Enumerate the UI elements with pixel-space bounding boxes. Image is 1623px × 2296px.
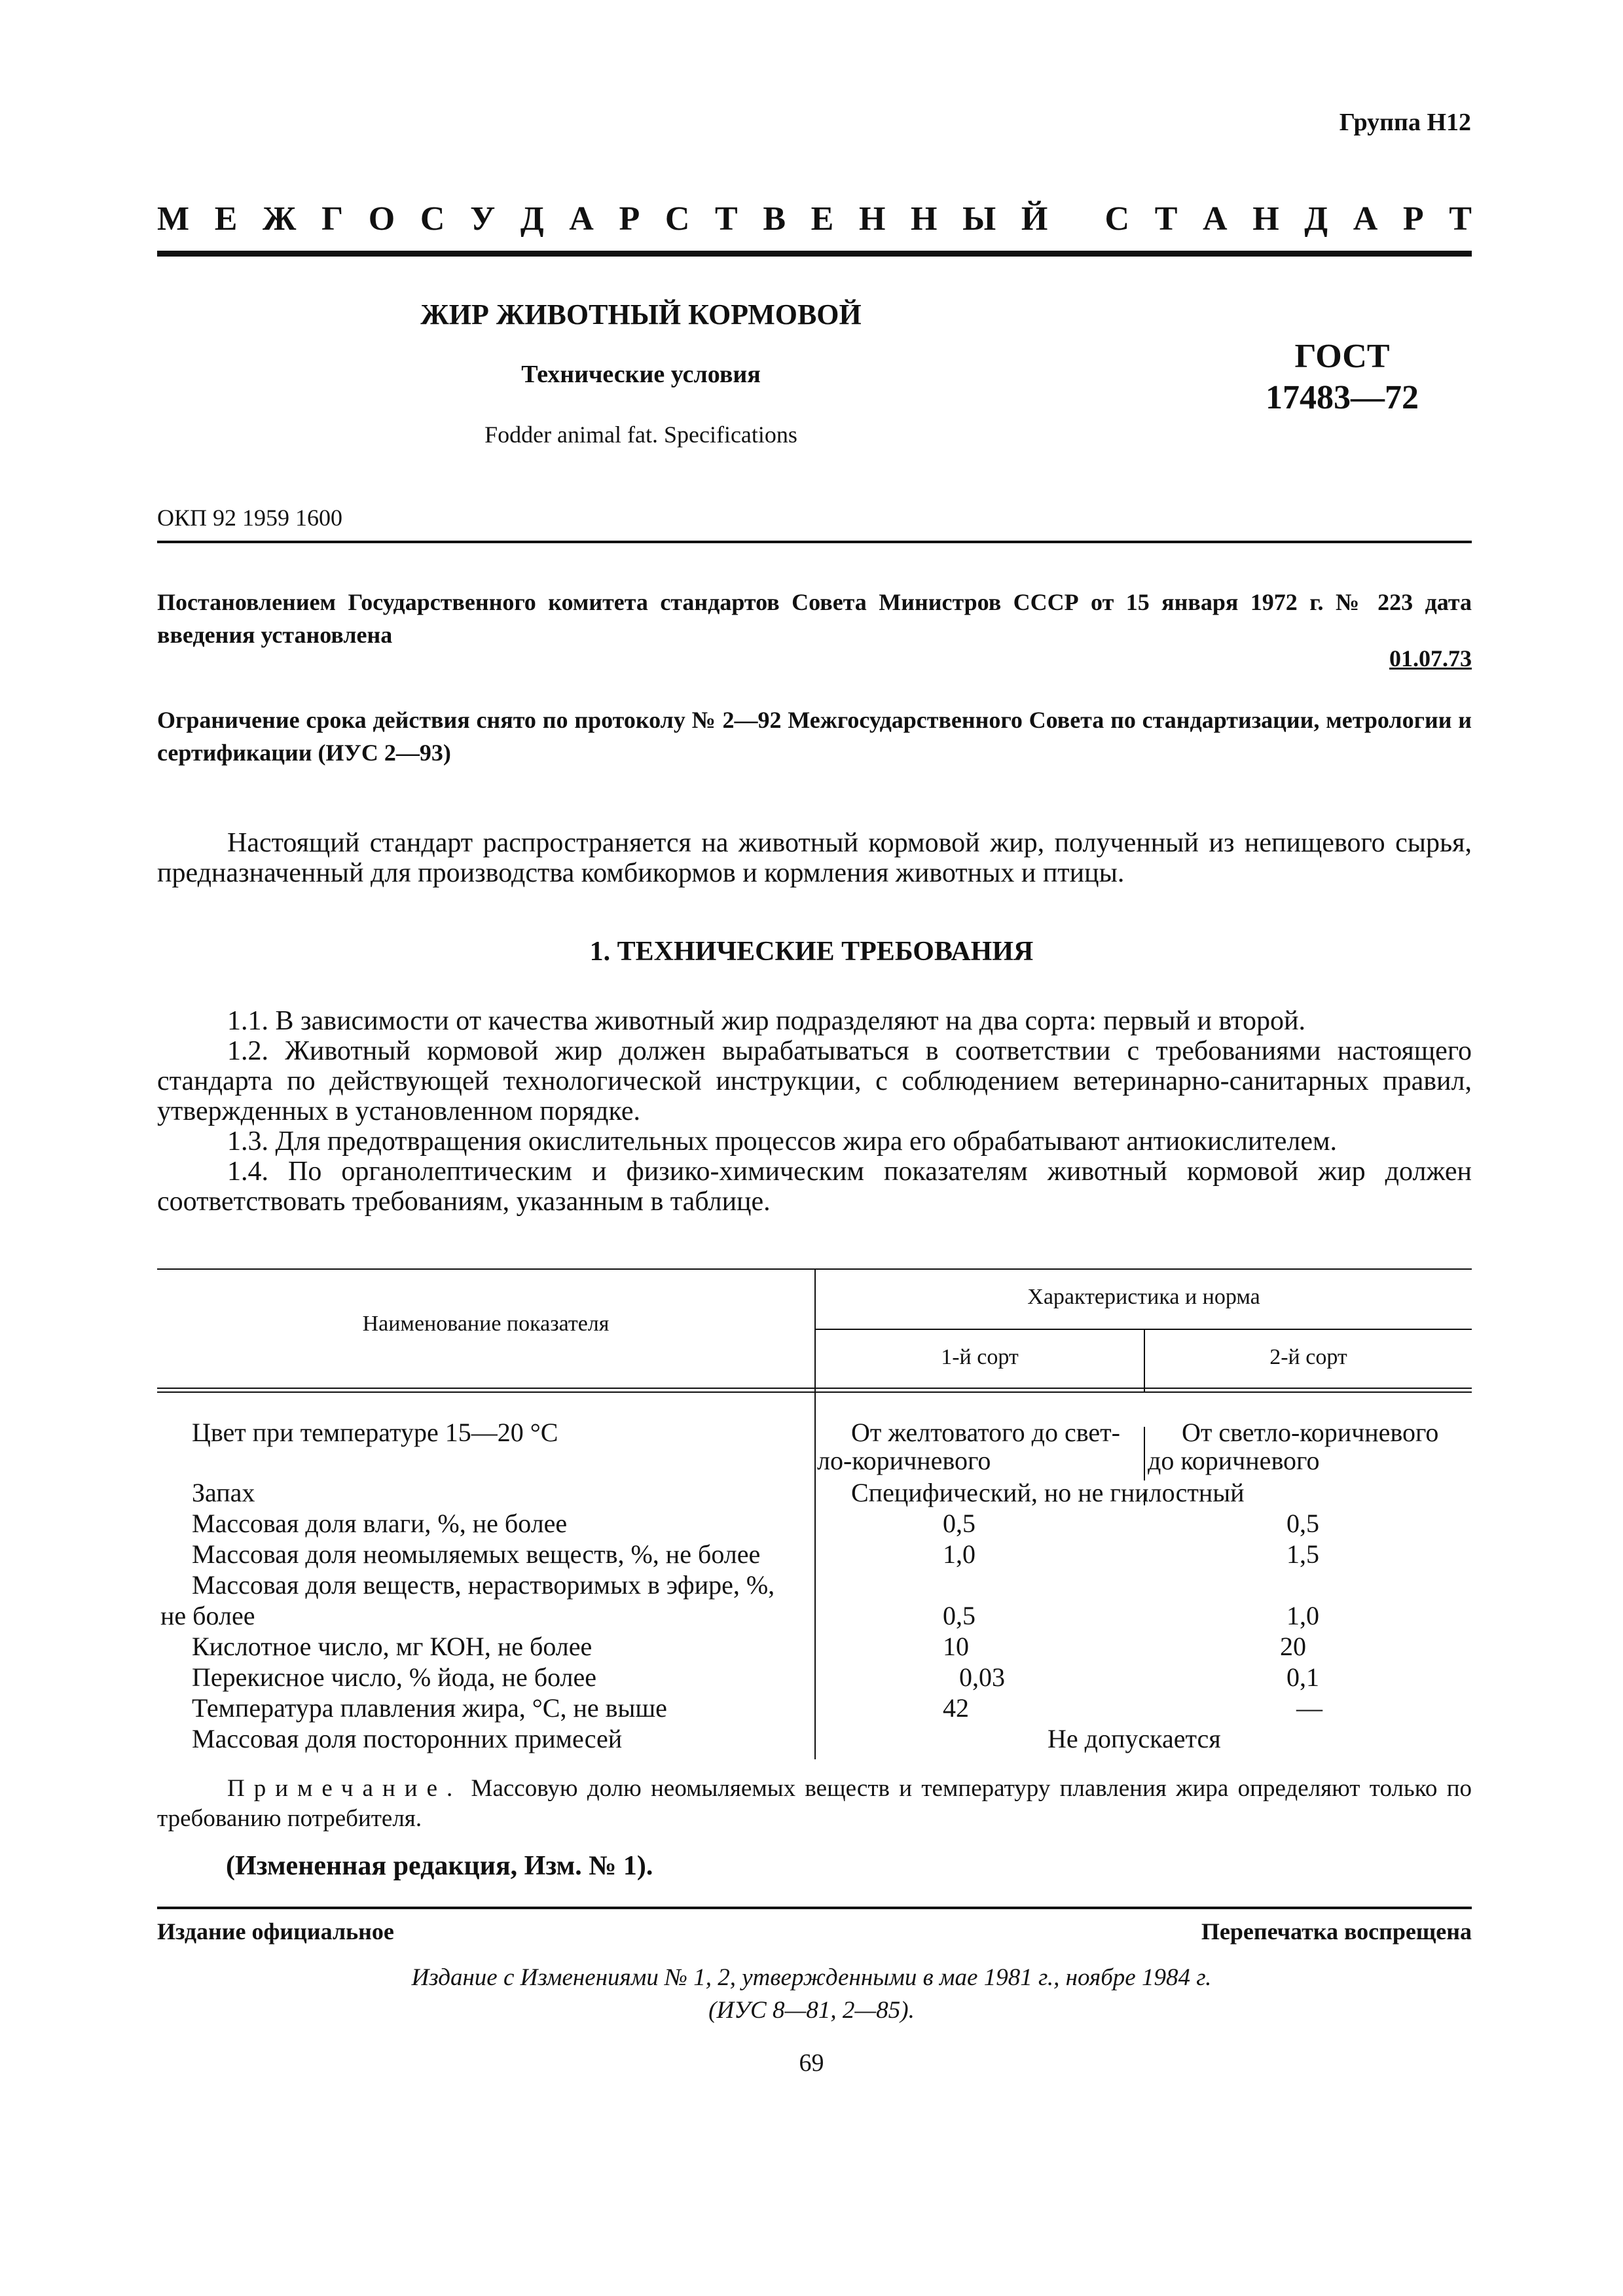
section-heading: 1. ТЕХНИЧЕСКИЕ ТРЕБОВАНИЯ bbox=[589, 937, 1034, 967]
clause-1-3: 1.3. Для предотвращения окислительных процессов жира его обрабатывают антиокислителем. bbox=[227, 1126, 1338, 1157]
banner-letter: Г bbox=[321, 200, 344, 238]
banner-rule bbox=[157, 251, 1472, 257]
banner-letter: Д bbox=[520, 200, 544, 238]
official-edition: Издание официальное bbox=[157, 1918, 394, 1945]
group-code: Группа Н12 bbox=[1339, 109, 1471, 136]
gost-number: 17483—72 bbox=[1266, 379, 1419, 416]
clause-1-4: 1.4. По органолептическим и физико-химическим показателям животный кормовой жир должен соответствовать требованиям, указанным в таблице. bbox=[157, 1157, 1472, 1217]
edition-note-line2: (ИУС 8—81, 2—85). bbox=[708, 1997, 915, 2024]
row-unsap-grade2: 1,5 bbox=[1286, 1539, 1319, 1569]
banner-letter: Р bbox=[619, 200, 640, 238]
col-header-name: Наименование показателя bbox=[362, 1312, 610, 1336]
banner-letter: Й bbox=[1021, 200, 1048, 238]
table-divider-name bbox=[814, 1268, 816, 1759]
clause-1-2: 1.2. Животный кормовой жир должен вырабатываться в соответствии с требованиями настоящего стандарта по действующей технологической инструкции, с соблюдением ветеринарно-санитарных правил, утвержденных в установленном порядке. bbox=[157, 1036, 1472, 1126]
row-smell-name: Запах bbox=[192, 1478, 255, 1507]
banner-word-gap bbox=[1073, 200, 1080, 238]
document-title: ЖИР ЖИВОТНЫЙ КОРМОВОЙ bbox=[420, 298, 862, 331]
document-subtitle: Технические условия bbox=[521, 361, 761, 388]
row-impurities-name: Массовая доля посторонних примесей bbox=[192, 1724, 623, 1753]
okp-code: ОКП 92 1959 1600 bbox=[157, 505, 343, 531]
banner-letter: А bbox=[1203, 200, 1228, 238]
row-melting-grade1: 42 bbox=[943, 1693, 969, 1723]
table-divider-grades-color bbox=[1144, 1427, 1145, 1480]
row-acid-grade2: 20 bbox=[1280, 1632, 1306, 1661]
row-impurities-value: Не допускается bbox=[1048, 1724, 1221, 1753]
row-color-grade1-line1: От желтоватого до свет- bbox=[851, 1418, 1120, 1447]
clause-1-1: 1.1. В зависимости от качества животный жир подразделяют на два сорта: первый и второй. bbox=[227, 1006, 1305, 1036]
banner-letter: М bbox=[157, 200, 190, 238]
banner-letter: О bbox=[368, 200, 395, 238]
row-insoluble-grade2: 1,0 bbox=[1286, 1601, 1319, 1630]
banner-letter: Т bbox=[1449, 200, 1472, 238]
banner-letter: Е bbox=[811, 200, 834, 238]
introduction-date: 01.07.73 bbox=[1389, 645, 1472, 672]
row-unsap-grade1: 1,0 bbox=[943, 1539, 976, 1569]
banner-letter: Д bbox=[1304, 200, 1328, 238]
banner-letter: В bbox=[763, 200, 786, 238]
col-header-grade2: 2-й сорт bbox=[1269, 1345, 1347, 1369]
banner-letter: Е bbox=[214, 200, 238, 238]
banner-letter: Н bbox=[858, 200, 886, 238]
row-acid-grade1: 10 bbox=[943, 1632, 969, 1661]
standard-banner bbox=[157, 200, 1472, 238]
row-peroxide-grade2: 0,1 bbox=[1286, 1662, 1319, 1692]
banner-letter: А bbox=[569, 200, 594, 238]
row-color-grade2-line1: От светло-коричневого bbox=[1182, 1418, 1439, 1447]
banner-letter: Т bbox=[715, 200, 738, 238]
gost-label: ГОСТ bbox=[1294, 338, 1390, 375]
row-unsap-name: Массовая доля неомыляемых веществ, %, не более bbox=[192, 1539, 761, 1569]
row-smell-value: Специфический, но не гнилостный bbox=[851, 1478, 1245, 1507]
banner-letter: А bbox=[1353, 200, 1378, 238]
row-insoluble-name-line1: Массовая доля веществ, нерастворимых в эфире, %, bbox=[192, 1570, 775, 1600]
header-rule bbox=[157, 541, 1472, 543]
table-note bbox=[157, 1774, 1472, 1834]
banner-letter: Т bbox=[1154, 200, 1178, 238]
row-moisture-grade1: 0,5 bbox=[943, 1509, 976, 1538]
banner-letter: Ж bbox=[263, 200, 297, 238]
banner-letter: С bbox=[665, 200, 690, 238]
row-acid-name: Кислотное число, мг КОН, не более bbox=[192, 1632, 593, 1661]
row-moisture-grade2: 0,5 bbox=[1286, 1509, 1319, 1538]
banner-letter: У bbox=[470, 200, 496, 238]
col-header-group: Характеристика и норма bbox=[1027, 1285, 1260, 1309]
english-title: Fodder animal fat. Specifications bbox=[484, 422, 797, 448]
note-text: Массовую долю неомыляемых веществ и температуру плавления жира определяют только по требованию потребителя. bbox=[157, 1775, 1472, 1832]
banner-letter: С bbox=[1104, 200, 1130, 238]
resolution-text: Постановлением Государственного комитета стандартов Совета Министров СССР от 15 января 1972 г. № 223 дата введения установлена bbox=[157, 589, 1472, 648]
row-peroxide-name: Перекисное число, % йода, не более bbox=[192, 1662, 597, 1692]
page-number: 69 bbox=[799, 2049, 824, 2077]
row-moisture-name: Массовая доля влаги, %, не более bbox=[192, 1509, 568, 1538]
row-color-name: Цвет при температуре 15—20 °С bbox=[192, 1418, 558, 1447]
footer-rule bbox=[157, 1907, 1472, 1909]
row-melting-name: Температура плавления жира, °С, не выше bbox=[192, 1693, 667, 1723]
banner-letter: Р bbox=[1402, 200, 1424, 238]
note-label: Примечание. bbox=[227, 1775, 462, 1802]
banner-letter: С bbox=[420, 200, 445, 238]
row-peroxide-grade1: 0,03 bbox=[959, 1662, 1005, 1692]
row-color-grade1-line2: ло-коричневого bbox=[817, 1446, 991, 1475]
banner-letter: Н bbox=[1252, 200, 1279, 238]
banner-letter: Ы bbox=[962, 200, 996, 238]
banner-letter: Н bbox=[911, 200, 938, 238]
intro-paragraph: Настоящий стандарт распространяется на животный кормовой жир, полученный из непищевого сырья, предназначенный для производства комбикормов и кормления животных и птицы. bbox=[157, 828, 1472, 888]
row-color-grade2-line2: до коричневого bbox=[1148, 1446, 1320, 1475]
restriction-text: Ограничение срока действия снято по протоколу № 2—92 Межгосударственного Совета по стандартизации, метрологии и сертификации (ИУС 2—93) bbox=[157, 707, 1472, 766]
changed-edition: (Измененная редакция, Изм. № 1). bbox=[226, 1851, 653, 1881]
row-insoluble-grade1: 0,5 bbox=[943, 1601, 976, 1630]
col-header-grade1: 1-й сорт bbox=[941, 1345, 1019, 1369]
reprint-prohibited: Перепечатка воспрещена bbox=[1201, 1918, 1472, 1945]
row-melting-grade2: — bbox=[1296, 1693, 1322, 1723]
edition-note-line1: Издание с Изменениями № 1, 2, утвержденными в мае 1981 г., ноябре 1984 г. bbox=[411, 1964, 1212, 1991]
row-insoluble-name-line2: не более bbox=[160, 1601, 255, 1630]
